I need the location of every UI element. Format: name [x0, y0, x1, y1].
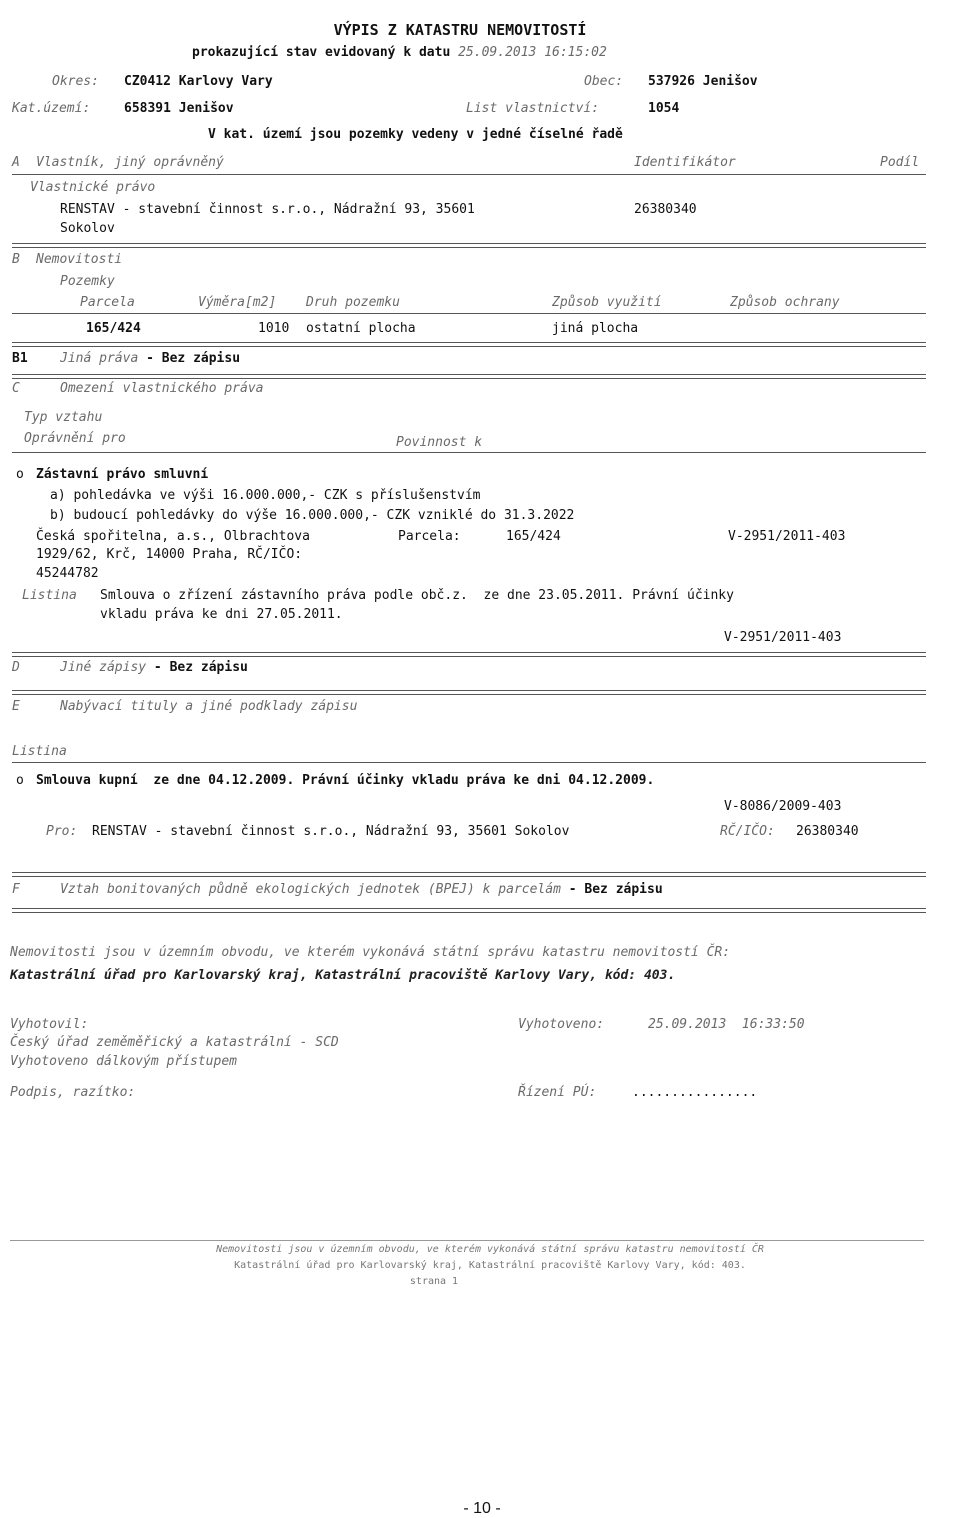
pro-label: Pro:: [46, 824, 78, 839]
parcela-label: Parcela:: [398, 529, 461, 544]
document-title: VÝPIS Z KATASTRU NEMOVITOSTÍ: [333, 21, 587, 39]
bullet-icon: o: [16, 773, 24, 788]
page-footer-rule: [10, 1240, 924, 1241]
claim-a: a) pohledávka ve výši 16.000.000,- CZK s příslušenstvím: [50, 488, 481, 503]
okres-value: CZ0412 Karlovy Vary: [124, 74, 273, 89]
reference-2: V-2951/2011-403: [724, 630, 842, 645]
vyhotoveno-label: Vyhotoveno:: [518, 1017, 605, 1032]
section-f-value: - Bez zápisu: [568, 882, 663, 897]
reference-1: V-2951/2011-403: [728, 529, 846, 544]
vyhotoveno-value: 25.09.2013 16:33:50: [648, 1017, 805, 1032]
typ-vztahu: Typ vztahu: [24, 410, 103, 425]
claim-b: b) budoucí pohledávky do výše 16.000.000,- CZK vzniklé do 31.3.2022: [50, 508, 575, 523]
section-b1-rule: [12, 342, 926, 347]
owner-line1: RENSTAV - stavební činnost s.r.o., Nádražní 93, 35601: [60, 202, 475, 217]
listina-line1: Smlouva o zřízení zástavního práva podle obč.z. ze dne 23.05.2011. Právní účinky: [100, 588, 734, 603]
section-c-rule: [12, 374, 926, 379]
page-number: - 10 -: [463, 1500, 501, 1517]
bank-line2: 1929/62, Krč, 14000 Praha, RČ/IČO:: [36, 547, 303, 562]
col-vymera: Výměra[m2]: [198, 295, 277, 310]
katuzemi-label: Kat.území:: [12, 101, 91, 116]
section-b1-title: Jiná práva: [60, 351, 139, 366]
page-footer-line1: Nemovitosti jsou v územním obvodu, ve kterém vykonává státní správu katastru nemovitostí ČR: [216, 1244, 764, 1255]
page-footer-line3: strana 1: [409, 1276, 459, 1287]
section-b1-letter: B1: [12, 351, 28, 366]
section-a-rule: [12, 174, 926, 175]
col-vyuziti: Způsob využití: [552, 295, 662, 310]
section-a-title: Vlastník, jiný oprávněný: [36, 155, 224, 170]
vyhotovil-line2: Vyhotoveno dálkovým přístupem: [10, 1054, 237, 1069]
section-e-listina: Listina: [12, 744, 67, 759]
col-druh: Druh pozemku: [306, 295, 400, 310]
obec-value: 537926 Jenišov: [648, 74, 758, 89]
lv-label: List vlastnictví:: [466, 101, 600, 116]
rizeni-dots: ................: [632, 1085, 758, 1100]
kupni-smlouva: Smlouva kupní ze dne 04.12.2009. Právní účinky vkladu práva ke dni 04.12.2009.: [36, 773, 655, 788]
subtitle-prefix: prokazující stav evidovaný k datu: [192, 45, 451, 60]
section-f-line: [60, 882, 663, 898]
section-e-title: Nabývací tituly a jiné podklady zápisu: [60, 699, 358, 714]
section-b-letter: B: [12, 252, 20, 267]
bank-line1: Česká spořitelna, a.s., Olbrachtova: [36, 529, 310, 544]
okres-label: Okres:: [52, 74, 99, 89]
owner-line2: Sokolov: [60, 221, 115, 236]
cadastral-note: V kat. území jsou pozemky vedeny v jedné číselné řadě: [208, 127, 623, 142]
office-line1: Nemovitosti jsou v územním obvodu, ve kterém vykonává státní správu katastru nemovitostí ČR:: [10, 945, 731, 960]
section-d-letter: D: [12, 660, 20, 675]
section-d-line: [60, 660, 248, 676]
col-podil: Podíl: [880, 155, 920, 170]
page-footer-line2: Katastrální úřad pro Karlovarský kraj, Katastrální pracoviště Karlovy Vary, kód: 403.: [234, 1260, 746, 1271]
section-f-rule-bottom: [12, 908, 926, 913]
rizeni-label: Řízení PÚ:: [518, 1085, 597, 1100]
zastavni-pravo-title: Zástavní právo smluvní: [36, 467, 209, 482]
pro-value: RENSTAV - stavební činnost s.r.o., Nádražní 93, 35601 Sokolov: [92, 824, 570, 839]
podpis-label: Podpis, razítko:: [10, 1085, 136, 1100]
section-e-rule: [12, 690, 926, 695]
col-ochrany: Způsob ochrany: [730, 295, 840, 310]
section-b1-value: - Bez zápisu: [146, 351, 241, 366]
lv-value: 1054: [648, 101, 680, 116]
listina-line2: vkladu práva ke dni 27.05.2011.: [100, 607, 343, 622]
vyhotovil-label: Vyhotovil:: [10, 1017, 89, 1032]
parcela-value: 165/424: [506, 529, 561, 544]
parcel-area: 1010: [258, 321, 290, 336]
section-b-rule-top: [12, 243, 926, 248]
parcel-type: ostatní plocha: [306, 321, 416, 336]
pozemky-label: Pozemky: [60, 274, 115, 289]
section-d-value: - Bez zápisu: [153, 660, 248, 675]
parcel-usage: jiná plocha: [552, 321, 639, 336]
section-f-letter: F: [12, 882, 20, 897]
office-line2: Katastrální úřad pro Karlovarský kraj, Katastrální pracoviště Karlovy Vary, kód: 403.: [10, 968, 676, 983]
section-e-letter: E: [12, 699, 20, 714]
section-d-title: Jiné zápisy: [60, 660, 147, 675]
section-c-letter: C: [12, 381, 20, 396]
vlastnicke-pravo: Vlastnické právo: [30, 180, 156, 195]
bank-line3: 45244782: [36, 566, 99, 581]
section-d-rule: [12, 652, 926, 657]
section-b-title: Nemovitosti: [36, 252, 123, 267]
bullet-icon: o: [16, 467, 24, 482]
subtitle-date: 25.09.2013 16:15:02: [458, 45, 607, 60]
section-f-title: Vztah bonitovaných půdně ekologických jednotek (BPEJ) k parcelám: [60, 882, 561, 897]
section-c-rule-2: [12, 452, 926, 453]
section-f-rule: [12, 872, 926, 877]
rcico-value: 26380340: [796, 824, 859, 839]
section-a-letter: A: [12, 155, 20, 170]
katuzemi-value: 658391 Jenišov: [124, 101, 234, 116]
listina-label: Listina: [22, 588, 77, 603]
opravneni-pro: Oprávnění pro: [24, 431, 126, 446]
owner-id: 26380340: [634, 202, 697, 217]
section-c-title: Omezení vlastnického práva: [60, 381, 264, 396]
section-b1-line: [60, 351, 240, 367]
rcico-label: RČ/IČO:: [720, 824, 775, 839]
subtitle: [192, 45, 607, 61]
section-b-rule: [12, 313, 926, 314]
parcel-number: 165/424: [86, 321, 141, 336]
col-parcela: Parcela: [80, 295, 135, 310]
col-identifikator: Identifikátor: [634, 155, 736, 170]
povinnost-k: Povinnost k: [396, 435, 483, 450]
obec-label: Obec:: [584, 74, 624, 89]
section-e-rule-2: [12, 762, 926, 763]
vyhotovil-line1: Český úřad zeměměřický a katastrální - SCD: [10, 1035, 339, 1050]
reference-3: V-8086/2009-403: [724, 799, 842, 814]
